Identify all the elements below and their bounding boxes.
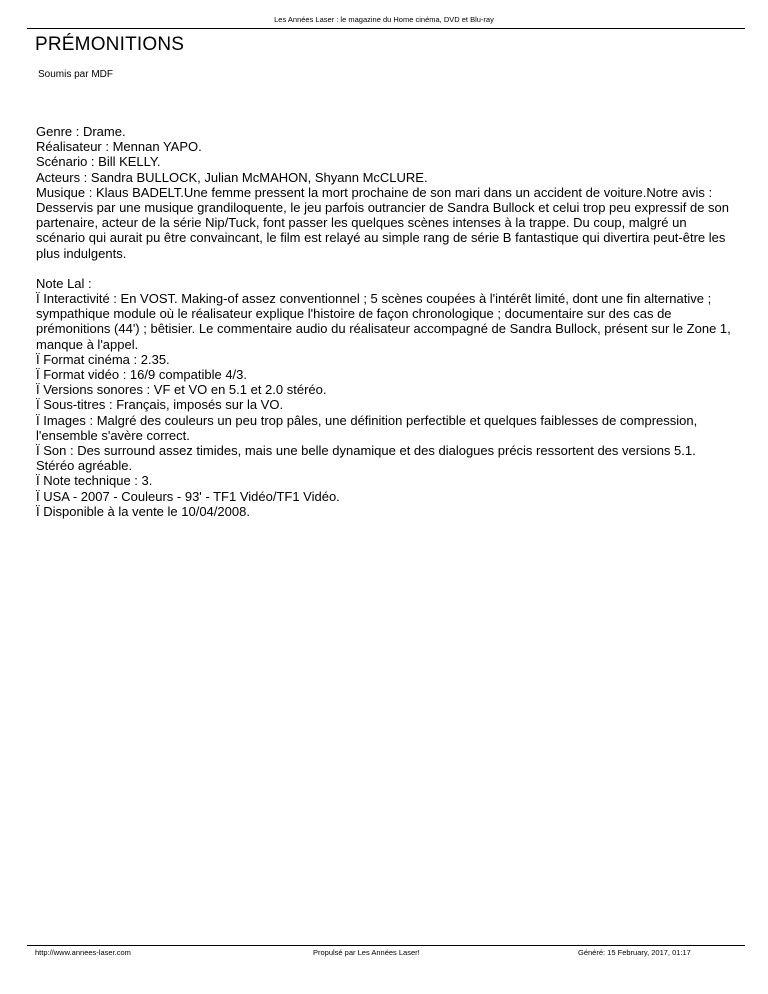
bullet-subtitles: Ï Sous-titres : Français, imposés sur la VO. [36, 397, 284, 413]
genre-line: Genre : Drame. [36, 124, 126, 139]
article-body [36, 124, 736, 519]
page-header: Les Années Laser : le magazine du Home cinéma, DVD et Blu-ray [274, 15, 494, 24]
film-info [36, 124, 736, 261]
bullet-sound: Ï Son : Des surround assez timides, mais une belle dynamique et des dialogues précis ressortent des versions 5.1. Stéréo agréable. [36, 443, 696, 474]
footer-generated-date: Généré: 15 February, 2017, 01:17 [578, 948, 691, 957]
bullet-availability: Ï Disponible à la vente le 10/04/2008. [36, 503, 250, 519]
article-title: PRÉMONITIONS [35, 34, 185, 55]
article-byline: Soumis par MDF [38, 69, 114, 80]
bullet-interactivity: Ï Interactivité : En VOST. Making-of assez conventionnel ; 5 scènes coupées à l'intérêt limité, dont une fin alternative ; sympathique module où le réalisateur explique l'histoire de façon chronologique ; documentaire sur des cas de prémonitions (44') ; bêtisier. Le commentaire audio du réalisateur accompagné de Sandra Bullock, présent sur le Zone 1, manque à l'appel. [36, 291, 731, 352]
footer-divider [27, 945, 745, 946]
note-lal: Note Lal : [36, 275, 92, 291]
music-and-review: Musique : Klaus BADELT.Une femme pressent la mort prochaine de son mari dans un accident de voiture.Notre avis : Desservis par une musique grandiloquente, le jeu parfois outrancier de Sandra Bullock et celui trop peu expressif de son partenaire, acteur de la série Nip/Tuck, font passer les quelques scènes intenses à la trappe. Du coup, malgré un scénario qui aurait pu être convaincant, le film est relayé au simple rang de série B fantastique qui divertira peut-être les plus indulgents. [36, 184, 730, 261]
bullet-production-info: Ï USA - 2007 - Couleurs - 93' - TF1 Vidéo/TF1 Vidéo. [36, 488, 340, 504]
bullet-video-format: Ï Format vidéo : 16/9 compatible 4/3. [36, 367, 247, 383]
screenplay-line: Scénario : Bill KELLY. [36, 154, 161, 170]
actors-line: Acteurs : Sandra BULLOCK, Julian McMAHON, Shyann McCLURE. [36, 169, 428, 185]
director-line: Réalisateur : Mennan YAPO. [36, 139, 202, 155]
bullet-cinema-format: Ï Format cinéma : 2.35. [36, 351, 170, 367]
bullet-technical-rating: Ï Note technique : 3. [36, 473, 153, 489]
bullet-audio-versions: Ï Versions sonores : VF et VO en 5.1 et 2.0 stéréo. [36, 382, 327, 398]
header-divider [27, 28, 745, 29]
footer-url-link[interactable]: http://www.annees-laser.com [35, 948, 131, 957]
bullet-images: Ï Images : Malgré des couleurs un peu trop pâles, une définition perfectible et quelques faiblesses de compression, l'ensemble s'avère correct. [36, 412, 698, 443]
footer-powered-by: Propulsé par Les Années Laser! [313, 948, 420, 957]
